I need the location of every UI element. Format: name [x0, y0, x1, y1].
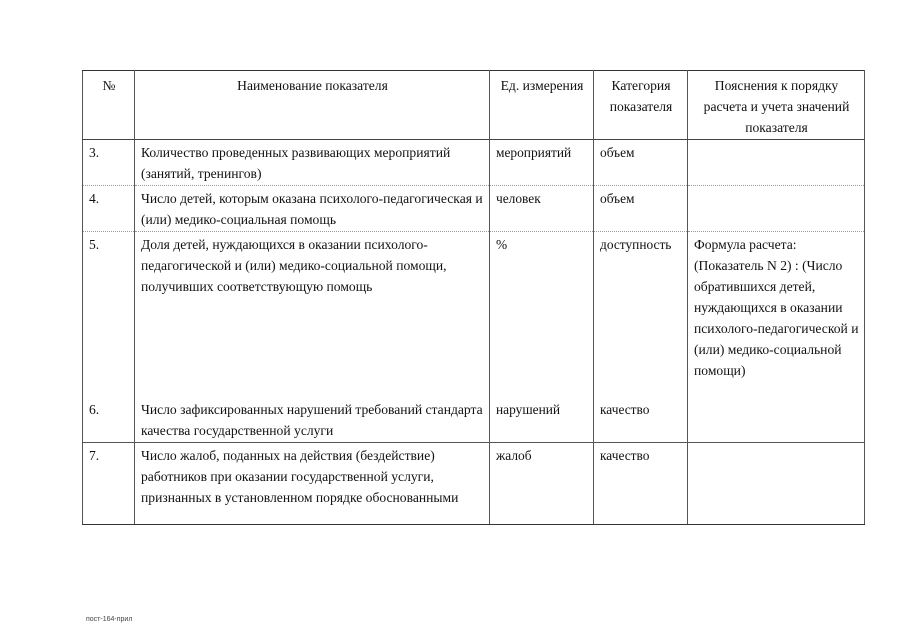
row-unit: нарушений — [490, 397, 594, 443]
row-name: Число детей, которым оказана психолого-педагогическая и (или) медико-социальная помощь — [135, 186, 490, 232]
row-notes — [688, 140, 865, 186]
row-category: объем — [594, 186, 688, 232]
row-num: 3. — [83, 140, 135, 186]
table-row — [83, 186, 865, 232]
row-category: качество — [594, 443, 688, 525]
table-header-row — [83, 71, 865, 140]
indicators-table — [82, 70, 865, 525]
header-category: Категория показателя — [594, 71, 688, 140]
row-notes — [688, 397, 865, 443]
row-unit: человек — [490, 186, 594, 232]
row-num: 6. — [83, 397, 135, 443]
row-name: Доля детей, нуждающихся в оказании психолого-педагогической и (или) медико-социальной помощи, получивших соответствующую помощь — [135, 232, 490, 398]
page-footer-ref: пост-164-прил — [86, 616, 133, 623]
header-num: № — [83, 71, 135, 140]
header-unit: Ед. измерения — [490, 71, 594, 140]
table-row — [83, 140, 865, 186]
row-num: 4. — [83, 186, 135, 232]
row-category: объем — [594, 140, 688, 186]
row-name: Число жалоб, поданных на действия (бездействие) работников при оказании государственной услуги, признанных в установленном порядке обоснованными — [135, 443, 490, 525]
table-row — [83, 397, 865, 443]
row-notes — [688, 443, 865, 525]
header-name: Наименование показателя — [135, 71, 490, 140]
row-category: качество — [594, 397, 688, 443]
row-name: Количество проведенных развивающих мероприятий (занятий, тренингов) — [135, 140, 490, 186]
row-unit: % — [490, 232, 594, 398]
row-category: доступность — [594, 232, 688, 398]
row-num: 7. — [83, 443, 135, 525]
row-notes — [688, 186, 865, 232]
row-num: 5. — [83, 232, 135, 398]
row-name: Число зафиксированных нарушений требований стандарта качества государственной услуги — [135, 397, 490, 443]
row-unit: жалоб — [490, 443, 594, 525]
row-unit: мероприятий — [490, 140, 594, 186]
row-notes: Формула расчета: (Показатель N 2) : (Число обратившихся детей, нуждающихся в оказании психолого-педагогической и (или) медико-социальной помощи) — [688, 232, 865, 398]
table-row — [83, 232, 865, 398]
table-row — [83, 443, 865, 525]
header-notes: Пояснения к порядку расчета и учета значений показателя — [688, 71, 865, 140]
